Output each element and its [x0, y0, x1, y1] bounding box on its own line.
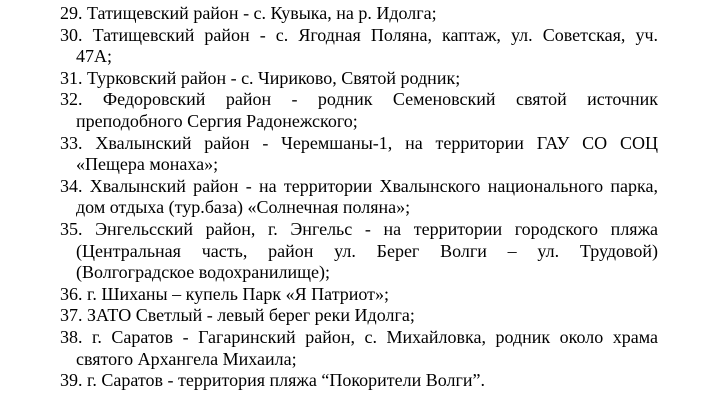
list-item-line: [60, 284, 658, 306]
list-item-text: Турковский район - с. Чириково, Святой родник;: [87, 67, 461, 88]
list-item-text: ЗАТО Светлый - левый берег реки Идолга;: [87, 305, 415, 326]
list-item-number: 36.: [60, 283, 83, 304]
list-item-line: 47А;: [76, 46, 112, 67]
list-item-line: [60, 327, 658, 349]
list-item-line: [60, 305, 658, 327]
list-item-number: 31.: [60, 67, 83, 88]
numbered-list: [60, 3, 658, 392]
list-item-text: Татищевский район - с. Кувыка, на р. Идолга;: [87, 3, 437, 23]
list-item: [60, 133, 658, 176]
list-item-line: дом отдыха (тур.база) «Солнечная поляна»;: [76, 197, 411, 218]
list-item-text: Хвалынский район - Черемшаны-1, на территории ГАУ СО СОЦ: [95, 132, 659, 153]
list-item-number: 38.: [60, 326, 83, 347]
list-item-number: 32.: [60, 89, 83, 110]
list-item-text: Федоровский район - родник Семеновский святой источник: [102, 89, 659, 110]
list-item-text: Энгельсский район, г. Энгельс - на территории городского пляжа: [95, 218, 659, 239]
list-item: [60, 327, 658, 370]
list-item-line: (Волгоградское водохранилище);: [76, 262, 331, 283]
list-item-line: [60, 3, 658, 25]
list-item-number: 35.: [60, 218, 83, 239]
list-item-line: «Пещера монаха»;: [76, 154, 219, 175]
list-item-text: г. Шиханы – купель Парк «Я Патриот»;: [87, 283, 390, 304]
list-item-line: [60, 133, 658, 155]
list-item-text: г. Саратов - территория пляжа “Покорители Волги”.: [87, 370, 486, 391]
list-item-line: преподобного Сергия Радонежского;: [76, 110, 358, 131]
list-item-line: [60, 68, 658, 90]
list-item-line: святого Архангела Михаила;: [76, 348, 297, 369]
list-item-number: 37.: [60, 305, 83, 326]
list-item-number: 34.: [60, 175, 83, 196]
list-item-text: Хвалынский район - на территории Хвалынского национального парка,: [89, 175, 658, 196]
list-item-line: (Центральная часть, район ул. Берег Волги – ул. Трудовой): [76, 240, 658, 261]
list-item-text: г. Саратов - Гагаринский район, с. Михайловка, родник около храма: [92, 326, 659, 347]
list-item: [60, 89, 658, 132]
list-item-line: [60, 219, 658, 241]
list-item: [60, 68, 658, 90]
list-item: [60, 219, 658, 284]
list-item: [60, 284, 658, 306]
list-item: [60, 3, 658, 25]
list-item-text: Татищевский район - с. Ягодная Поляна, каптаж, ул. Советская, уч.: [92, 24, 659, 45]
list-item-line: [60, 176, 658, 198]
list-item-line: [60, 25, 658, 47]
list-item-number: 30.: [60, 24, 83, 45]
list-item-number: 39.: [60, 370, 83, 391]
list-item-line: [60, 370, 658, 392]
list-item: [60, 176, 658, 219]
list-item-number: 29.: [60, 3, 83, 23]
list-item: [60, 370, 658, 392]
list-item: [60, 305, 658, 327]
list-item: [60, 25, 658, 68]
list-item-number: 33.: [60, 132, 83, 153]
list-item-line: [60, 89, 658, 111]
